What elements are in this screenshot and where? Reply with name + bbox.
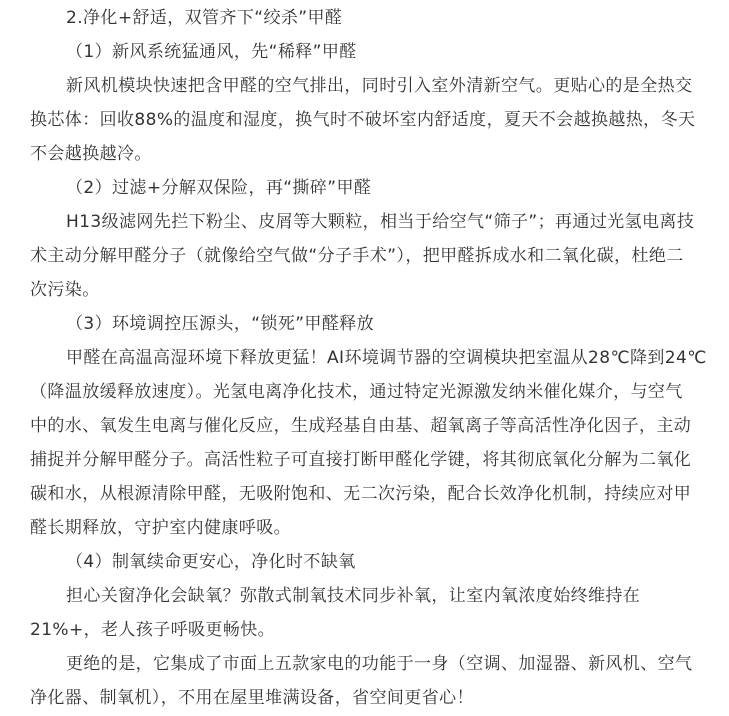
section-heading: 2.净化+舒适，双管齐下“绞杀”甲醛 — [66, 8, 343, 28]
paragraph-line: 担心关窗净化会缺氧？弥散式制氧技术同步补氧，让室内氧浓度始终维持在 — [66, 586, 641, 606]
paragraph-line: 新风机模块快速把含甲醛的空气排出，同时引入室外清新空气。更贴心的是全热交 — [66, 76, 693, 96]
subsection-heading-4: （4）制氧续命更安心，净化时不缺氧 — [66, 552, 356, 572]
paragraph-line: H13级滤网先拦下粉尘、皮屑等大颗粒，相当于给空气“筛子”；再通过光氢电离技 — [66, 212, 695, 232]
closing-paragraph-line: 净化器、制氧机），不用在屋里堆满设备，省空间更省心！ — [30, 688, 474, 708]
paragraph-line: 换芯体：回收88%的温度和湿度，换气时不破坏室内舒适度，夏天不会越换越热，冬天 — [30, 110, 696, 130]
paragraph-line: 21%+，老人孩子呼吸更畅快。 — [30, 620, 276, 640]
paragraph-line: 中的水、氧发生电离与催化反应，生成羟基自由基、超氧离子等高活性净化因子，主动 — [30, 416, 692, 436]
paragraph-line: 不会越换越冷。 — [30, 144, 152, 164]
paragraph-line: 捕捉并分解甲醛分子。高活性粒子可直接打断甲醛化学键，将其彻底氧化分解为二氧化 — [30, 450, 692, 470]
paragraph-line: 醛长期释放，守护室内健康呼吸。 — [30, 518, 291, 538]
subsection-heading-3: （3）环境调控压源头，“锁死”甲醛释放 — [66, 314, 375, 334]
paragraph-line: 次污染。 — [30, 280, 100, 300]
subsection-heading-2: （2）过滤+分解双保险，再“撕碎”甲醛 — [66, 178, 372, 198]
paragraph-line: 术主动分解甲醛分子（就像给空气做“分子手术”），把甲醛拆成水和二氧化碳，杜绝二 — [30, 246, 684, 266]
paragraph-line: 碳和水，从根源清除甲醛，无吸附饱和、无二次污染，配合长效净化机制，持续应对甲 — [30, 484, 692, 504]
paragraph-line: （降温放缓释放速度）。光氢电离净化技术，通过特定光源激发纳米催化媒介，与空气 — [30, 382, 683, 402]
paragraph-line: 甲醛在高温高湿环境下释放更猛！AI环境调节器的空调模块把室温从28℃降到24℃ — [66, 348, 707, 368]
closing-paragraph-line: 更绝的是，它集成了市面上五款家电的功能于一身（空调、加湿器、新风机、空气 — [66, 654, 693, 674]
subsection-heading-1: （1）新风系统猛通风，先“稀释”甲醛 — [66, 42, 357, 62]
